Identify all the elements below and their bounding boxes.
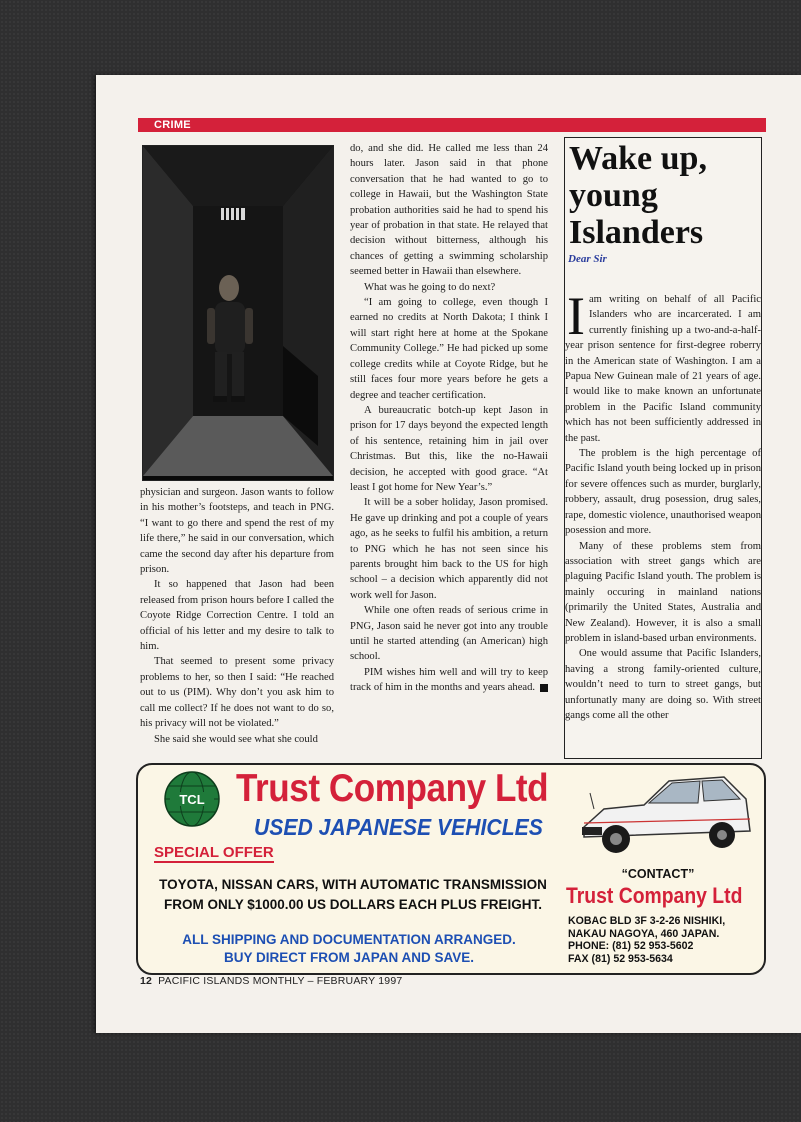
fax-number: FAX (81) 52 953-5634 <box>568 952 673 965</box>
letter-paragraph-text: am writing on behalf of all Pacific Islanders who are incarcerated. I am currently finishing up a two-and-a-half-year prison sentence for first-degree roberry in the American state of Washington. I am a Papua New Guinean male of 21 years of age. I would like to make known an unfortunate problem in the Pacific Island community which has not been sufficiently addressed in the past. <box>565 294 761 444</box>
letter-box <box>564 137 762 759</box>
article-paragraph: What was he going to do next? <box>364 281 496 293</box>
article-paragraph: She said she would see what she could <box>154 733 318 745</box>
letter-title: Wake up, young Islanders <box>569 140 707 251</box>
page-number: 12 <box>140 975 153 987</box>
article-column-2 <box>350 141 548 696</box>
article-paragraph: It so happened that Jason had been released from prison hours before I called the Coyote Ridge Correction Centre. I told an official of his letter and my desire to talk to him. <box>140 579 334 653</box>
article-paragraph <box>350 665 548 696</box>
shipping-line: ALL SHIPPING AND DOCUMENTATION ARRANGED. <box>182 932 516 947</box>
section-label: CRIME <box>154 119 191 131</box>
article-paragraph: It will be a sober holiday, Jason promised. He gave up drinking and pot a couple of years ago, as he seeks to fulfil his ambition, a return to PNG which he has not seen since his parents brought him back to the US for high school – a decision which apparently did not work well for Jason. <box>350 497 548 601</box>
article-paragraph: do, and she did. He called me less than 24 hours later. Jason said in that phone conversation that he had wanted to go to college in Hawaii, but the Washington State probation authorities said he had to spend his year of probation in that state. He relayed that decision without bitterness, although his chances of getting a swimming scholarship seemed better in Hawaii than elsewhere. <box>350 143 548 278</box>
prison-corridor-photo <box>142 145 334 481</box>
phone-number: PHONE: (81) 52 953-5602 <box>568 940 694 952</box>
ad-address-block <box>568 915 725 965</box>
trust-company-advertisement <box>136 763 766 975</box>
shipping-line: BUY DIRECT FROM JAPAN AND SAVE. <box>223 950 475 965</box>
ad-company-name: Trust Company Ltd <box>236 767 549 810</box>
end-of-article-mark <box>540 684 548 692</box>
article-paragraph: physician and surgeon. Jason wants to follow in his mother’s footsteps, and teach in PNG. “I want to go there and spend the rest of my life there,” he said in our conversation, which came the second day after his departure from prison. <box>140 487 334 576</box>
offer-line: FROM ONLY $1000.00 US DOLLARS EACH PLUS FREIGHT. <box>163 897 543 912</box>
article-paragraph: While one often reads of serious crime in PNG, Jason said he never got into any trouble until he started attending (an American) high school. <box>350 605 548 663</box>
offer-line: TOYOTA, NISSAN CARS, WITH AUTOMATIC TRANSMISSION <box>159 877 547 892</box>
car-illustration <box>574 769 754 865</box>
letter-paragraph: The problem is the high percentage of Pacific Island youth being locked up in prison for severe offences such as murder, burglarly, robbery, assault, drug posession, drug sales, rape, domestic violence, unauthorised weapon posession and more. <box>565 448 761 537</box>
ad-contact-label: “CONTACT” <box>621 867 695 881</box>
article-paragraph: That seemed to present some privacy problems to her, so then I said: “He reached out to us (PIM). Why don’t you ask him to call me collect? If he does not want to do so, his privacy will not be violated.” <box>140 656 334 730</box>
ad-offer-text <box>152 875 554 915</box>
publication-line: PACIFIC ISLANDS MONTHLY – FEBRUARY 1997 <box>158 975 403 987</box>
article-paragraph: A bureaucratic botch-up kept Jason in prison for 17 days beyond the expected length of his sentence, retaining him in jail over Christmas. But this, like the no-Hawaii decision, he accepted with good grace. “At least I got home for New Year’s.” <box>350 404 548 493</box>
article-column-1 <box>140 485 334 747</box>
letter-body <box>565 286 761 723</box>
logo-text: TCL <box>179 792 205 807</box>
address-line: NAKAU NAGOYA, 460 JAPAN. <box>568 927 720 940</box>
page-footer <box>140 975 402 987</box>
address-line: KOBAC BLD 3F 3-2-26 NISHIKI, <box>568 915 726 927</box>
magazine-page <box>96 75 801 1033</box>
ad-subtitle: USED JAPANESE VEHICLES <box>254 814 543 840</box>
ad-contact-company: Trust Company Ltd <box>566 883 743 908</box>
letter-paragraph: One would assume that Pacific Islanders, having a strong family-oriented culture, wouldn’t need to turn to street gangs, but unfortunatly many are doing so. With street gangs come all the other <box>565 648 761 721</box>
letter-paragraph: Many of these problems stem from association with street gangs which are plaguing Pacific Island youth. The problem is mainly occuring in mainland nations (primarily the United States, Australia and New Zealand). However, it is also a small problem in island-based urban environments. <box>565 540 761 644</box>
letter-paragraph <box>565 286 761 446</box>
ad-special-offer: SPECIAL OFFER <box>154 844 274 861</box>
article-paragraph-text: PIM wishes him well and will try to keep track of him in the months and years ahead. <box>350 666 548 694</box>
section-header-bar <box>138 118 766 132</box>
drop-cap: I <box>567 286 585 346</box>
tcl-globe-logo <box>164 771 220 827</box>
letter-salutation: Dear Sir <box>568 253 607 265</box>
article-paragraph: “I am going to college, even though I earned no credits at North Dakota; I think I will start right here at home at the Spokane Community College.” He had picked up some college credits while at Coyote Ridge, but he still faces four more years before he gets a degree and teacher certification. <box>350 297 548 401</box>
ad-shipping-text <box>144 931 554 967</box>
